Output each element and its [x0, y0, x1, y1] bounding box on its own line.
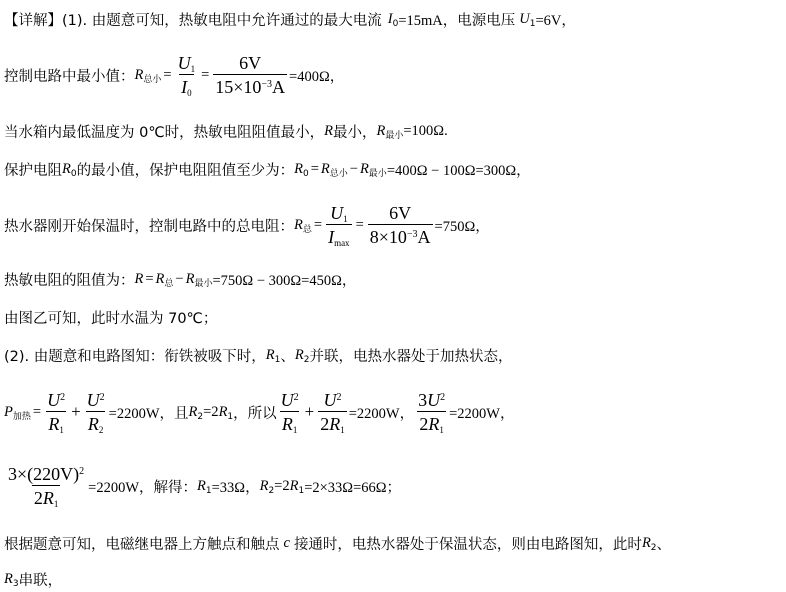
protect-resistor-symbol: $R_0$ [62, 160, 77, 179]
part-1-intro: (1). 由题意可知，热敏电阻中允许通过的最大电流 [62, 12, 382, 29]
thermistor-symbol: R [324, 122, 333, 139]
thermistor-min-result: =100Ω. [403, 122, 448, 139]
fraction-u2-over-r2: $\frac{U^2}{R_2}$ [86, 390, 105, 435]
detail-heading: 【详解】 [4, 12, 62, 29]
fraction-u1-over-imax: $\frac{U_1}{I_{max}}$ [328, 203, 350, 248]
total-min-resistance-symbol: $R_{总小}$ [134, 66, 162, 85]
thermistor-min-symbol: $R_{最小}$ [376, 122, 404, 141]
min-temperature-text: 当水箱内最低温度为 0℃时，热敏电阻阻值最小， [4, 124, 325, 141]
total-resistance-label: 热水器刚开始保温时，控制电路中的总电阻： [4, 218, 294, 235]
heating-power-symbol: $P_{加热}$ [4, 403, 31, 422]
thermistor-resistance-result: =750Ω − 300Ω=450Ω， [212, 272, 357, 289]
part-2-intro: (2). 由题意和电路图知：衔铁被吸下时， [4, 348, 266, 365]
voltage-value: =6V， [535, 12, 576, 29]
current-value: =15mA，电源电压 [398, 12, 516, 29]
r1-result: =33Ω， [211, 479, 260, 496]
line-6: 热敏电阻的阻值为： R = $R_总$ − $R_{最小}$ =750Ω − 300Ω=450Ω， [4, 270, 357, 289]
contact-c-symbol: c [283, 534, 290, 551]
line-7 [4, 304, 217, 330]
fraction-6v-over-8ma: $\frac{6V}{8\times 10^{-3}A}$ [369, 203, 431, 247]
fraction-3u2-over-2r1: $\frac{3U^2}{2R_1}$ [418, 390, 446, 435]
fraction-u2-over-2r1: $\frac{U^2}{2R_1}$ [320, 390, 345, 435]
min-resistance-label: 控制电路中最小值： [4, 68, 135, 85]
line-4: 保护电阻 $R_0$ 的最小值，保护电阻阻值至少为： $R_0$ = $R_{总小}$ − $R_{最小}$ =400Ω − 100Ω=300Ω， [4, 160, 531, 179]
protect-resistor-result: =400Ω − 100Ω=300Ω， [386, 162, 531, 179]
total-resistance-symbol: $R_总$ [294, 216, 312, 235]
min-resistance-result: =400Ω， [289, 68, 345, 85]
fraction-u2-over-r1: $\frac{U^2}{R_1}$ [47, 390, 66, 435]
line-5: 热水器刚开始保温时，控制电路中的总电阻： $R_总$ = $\frac{U_1}{I_{max}}$ = $\frac{6V}{8\times 10^{-3}A}$ =750Ω， [4, 203, 490, 248]
fraction-3x220v2-over-2r1: $\frac{3\times(220V)^2}{2R_1}$ [8, 464, 85, 509]
water-temperature-text: 由图乙可知，此时水温为 70℃； [4, 310, 218, 327]
line-1 [4, 6, 576, 32]
fraction-6v-over-15ma: $\frac{6V}{15\times 10^{-3}A}$ [215, 53, 286, 97]
current-symbol: $I_0$ [387, 10, 399, 29]
fraction-u1-over-i0: $\frac{U_1}{I_0}$ [177, 53, 196, 98]
line-3: 当水箱内最低温度为 0℃时，热敏电阻阻值最小， R 最小， $R_{最小}$ =100Ω. [4, 122, 448, 141]
fraction-u2-over-r1-b: $\frac{U^2}{R_1}$ [280, 390, 299, 435]
voltage-symbol: $U_1$ [519, 10, 536, 29]
protect-resistor-symbol-eq: $R_0$ [294, 160, 309, 179]
line-8: (2). 由题意和电路图知：衔铁被吸下时， $R_1$ 、 $R_2$ 并联，电热水器处于加热状态， [4, 346, 513, 365]
line-2: 控制电路中最小值： $R_{总小}$ = $\frac{U_1}{I_0}$ = $\frac{6V}{15\times 10^{-3}A}$ =400Ω， [4, 53, 345, 98]
line-11: 根据题意可知，电磁继电器上方触点和触点 c 接通时，电热水器处于保温状态，则由电路图知，此时 $R_2$ 、 [4, 534, 672, 553]
line-12: $R_3$ 串联， [4, 570, 63, 589]
line-10: $\frac{3\times(220V)^2}{2R_1}$ =2200W，解得： $R_1$ =33Ω， $R_2$ =2 $R_1$ =2×33Ω=66Ω； [8, 464, 402, 509]
r2-result: =2×33Ω=66Ω； [304, 479, 402, 496]
line-9: $P_{加热}$ = $\frac{U^2}{R_1}$ + $\frac{U^2}{R_2}$ =2200W，且 $R_2$ =2 $R_1$ ，所以 $\frac{U^2}{R_1}$ + $\frac{U^2}{2R_1}$ =2200W， $\frac{3U^2}{2R_1}$ =2200W， [4, 390, 515, 435]
total-resistance-result: =750Ω， [434, 218, 490, 235]
